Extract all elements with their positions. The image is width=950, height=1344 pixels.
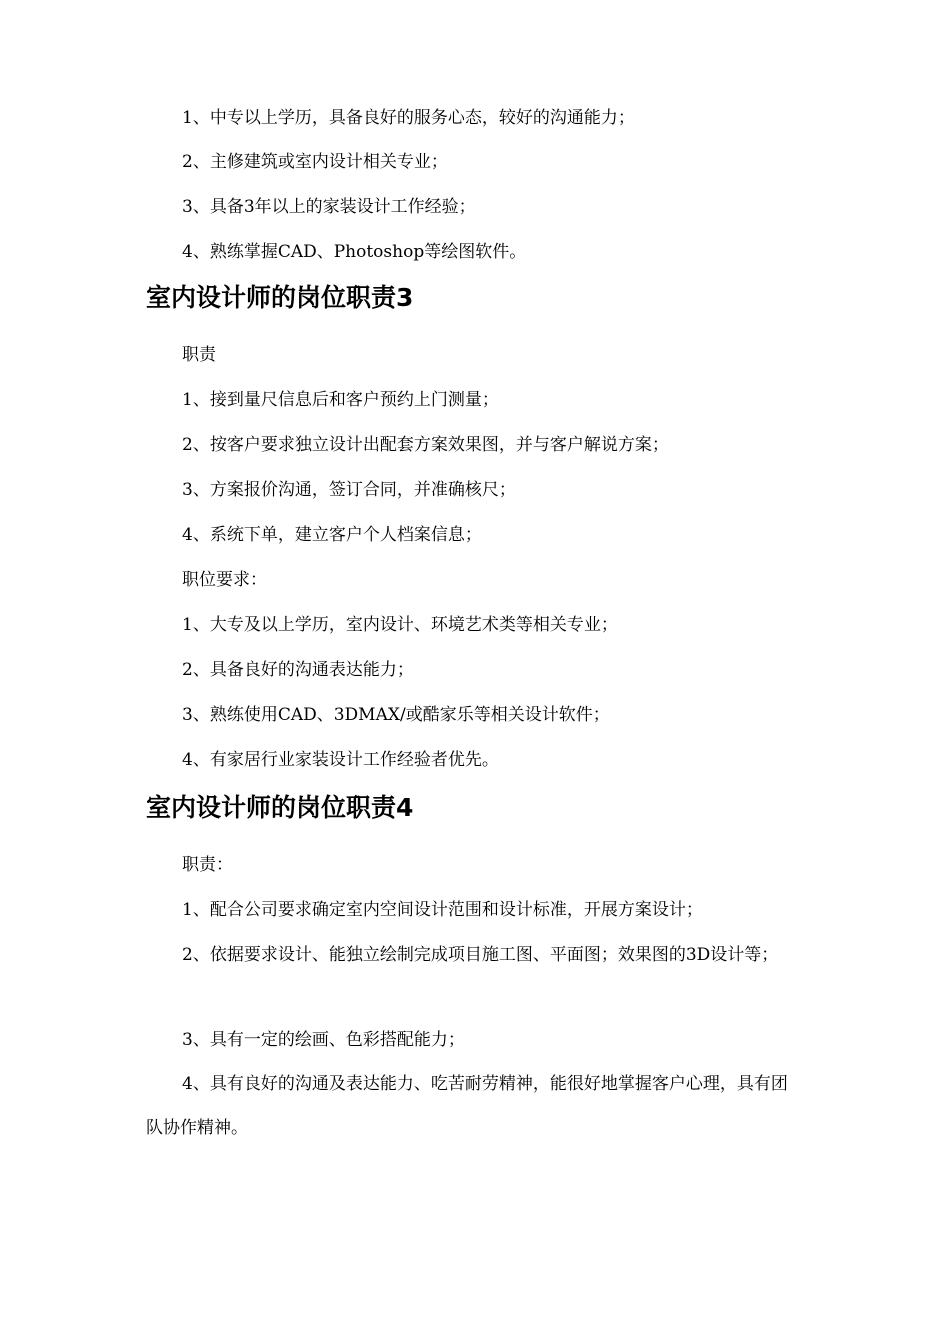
section3-duty-2: 2、按客户要求独立设计出配套方案效果图，并与客户解说方案； <box>182 435 669 455</box>
section3-requirement-3: 3、熟练使用CAD、3DMAX/或酷家乐等相关设计软件； <box>182 705 610 725</box>
section4-duty-4: 4、具有良好的沟通及表达能力、吃苦耐劳精神，能很好地掌握客户心理，具有团队协作精神。 <box>146 1074 788 1138</box>
section4-duty-1: 1、配合公司要求确定室内空间设计范围和设计标准，开展方案设计； <box>182 900 703 920</box>
section3-duties-label: 职责 <box>182 345 216 365</box>
section3-requirements-label: 职位要求： <box>182 570 267 590</box>
section3-duty-1: 1、接到量尺信息后和客户预约上门测量； <box>182 390 499 410</box>
section3-duty-4: 4、系统下单，建立客户个人档案信息； <box>182 525 482 545</box>
section3-duty-3: 3、方案报价沟通，签订合同，并准确核尺； <box>182 480 516 500</box>
section4-duty-2: 2、依据要求设计、能独立绘制完成项目施工图、平面图；效果图的3D设计等； <box>182 945 779 965</box>
section3-requirement-2: 2、具备良好的沟通表达能力； <box>182 660 414 680</box>
intro-requirement-2: 2、主修建筑或室内设计相关专业； <box>182 152 448 172</box>
intro-requirement-4: 4、熟练掌握CAD、Photoshop等绘图软件。 <box>182 242 527 262</box>
section4-heading: 室内设计师的岗位职责4 <box>146 793 414 822</box>
section3-requirement-1: 1、大专及以上学历，室内设计、环境艺术类等相关专业； <box>182 615 618 635</box>
section4-duty-3: 3、具有一定的绘画、色彩搭配能力； <box>182 1030 465 1050</box>
section3-heading: 室内设计师的岗位职责3 <box>146 283 414 312</box>
section4-duties-label: 职责： <box>182 855 233 875</box>
intro-requirement-1: 1、中专以上学历，具备良好的服务心态，较好的沟通能力； <box>182 108 635 128</box>
intro-requirement-3: 3、具备3年以上的家装设计工作经验； <box>182 197 476 217</box>
section3-requirement-4: 4、有家居行业家装设计工作经验者优先。 <box>182 750 499 770</box>
